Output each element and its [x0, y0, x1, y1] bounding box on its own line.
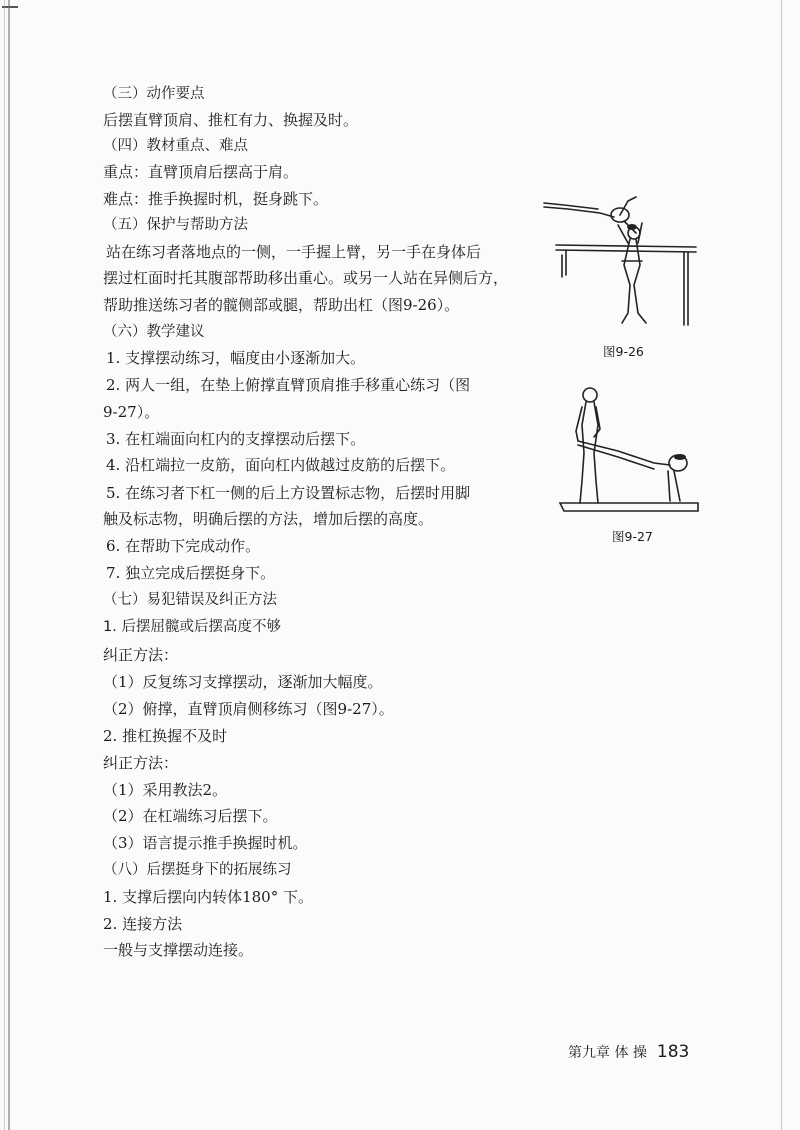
- body-line: 2. 两人一组，在垫上俯撑直臂顶肩推手移重心练习（图: [106, 376, 471, 394]
- heading-8: （八）后摆挺身下的拓展练习: [103, 862, 292, 878]
- body-line: 7. 独立完成后摆挺身下。: [106, 564, 276, 582]
- body-line: 触及标志物，明确后摆的方法，增加后摆的高度。: [103, 510, 434, 528]
- body-line: 5. 在练习者下杠一侧的后上方设置标志物，后摆时用脚: [106, 484, 471, 502]
- page-edge-left-outer: [4, 0, 5, 1130]
- sub-heading: 2. 推杠换握不及时: [103, 727, 228, 745]
- heading-4: （四）教材重点、难点: [103, 138, 248, 154]
- sub-heading: 1. 后摆屈髋或后摆高度不够: [103, 619, 281, 635]
- body-line: 3. 在杠端面向杠内的支撑摆动后摆下。: [106, 430, 366, 448]
- body-line: 6. 在帮助下完成动作。: [106, 537, 261, 555]
- body-line: 9-27）。: [103, 403, 160, 421]
- page-edge-left: [8, 0, 10, 1130]
- page-footer: [568, 1042, 689, 1062]
- body-line: 后摆直臂顶肩、推杠有力、换握及时。: [103, 111, 359, 129]
- heading-5: （五）保护与帮助方法: [103, 217, 248, 233]
- figure-9-26-caption: 图9-26: [603, 344, 644, 359]
- page-number: 183: [656, 1042, 690, 1062]
- body-line: 2. 连接方法: [103, 915, 183, 933]
- body-line: （2）在杠端练习后摆下。: [103, 807, 278, 825]
- chapter-label: 第九章 体 操: [568, 1045, 647, 1061]
- body-line: 4. 沿杠端拉一皮筋，面向杠内做越过皮筋的后摆下。: [106, 456, 456, 474]
- figure-9-27-illustration: [558, 385, 703, 520]
- body-line: （1）反复练习支撑摆动，逐渐加大幅度。: [103, 673, 383, 691]
- page-edge-right: [781, 0, 782, 1130]
- body-line: （2）俯撑，直臂顶肩侧移练习（图9-27）。: [103, 700, 394, 718]
- body-line: 难点：推手换握时机，挺身跳下。: [103, 190, 329, 208]
- body-line: 重点：直臂顶肩后摆高于肩。: [103, 163, 299, 181]
- figure-9-27-caption: 图9-27: [612, 529, 653, 544]
- heading-3: （三）动作要点: [103, 86, 205, 102]
- heading-7: （七）易犯错误及纠正方法: [103, 592, 277, 608]
- heading-6: （六）教学建议: [103, 324, 205, 340]
- body-line: 1. 支撑摆动练习，幅度由小逐渐加大。: [106, 349, 366, 367]
- figure-9-26-illustration: [538, 195, 698, 330]
- body-line: 纠正方法：: [103, 754, 179, 772]
- body-line: 帮助推送练习者的髋侧部或腿，帮助出杠（图9-26）。: [103, 296, 460, 314]
- body-line: 纠正方法：: [103, 646, 179, 664]
- body-line: （3）语言提示推手换握时机。: [103, 834, 308, 852]
- body-line: （1）采用教法2。: [103, 781, 228, 799]
- body-line: 1. 支撑后摆向内转体180° 下。: [103, 888, 313, 906]
- body-line: 站在练习者落地点的一侧，一手握上臂，另一手在身体后: [106, 243, 482, 261]
- body-line: 摆过杠面时托其腹部帮助移出重心。或另一人站在异侧后方，: [103, 269, 509, 287]
- body-line: 一般与支撑摆动连接。: [103, 941, 254, 959]
